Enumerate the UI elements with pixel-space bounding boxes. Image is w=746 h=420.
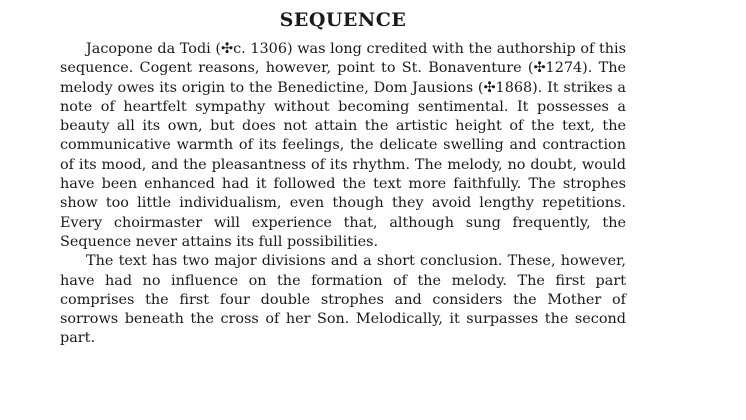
- body-paragraph-2: The text has two major divisions and a short conclusion. These, however, have had no influence on the formation of the melody. The first part comprises the first four double strophes and considers the Mother of sorrows beneath the cross of her Son. Melodically, it surpasses the second part.: [60, 253, 626, 347]
- page-title: SEQUENCE: [279, 9, 407, 31]
- document-page: [60, 8, 626, 349]
- body-paragraph-1: Jacopone da Todi (✣c. 1306) was long credited with the authorship of this sequence. Cogent reasons, however, point to St. Bonaventure (✣1274). The melody owes its origin to the Benedictine, Dom Jausions (✣1868). It strikes a note of heartfelt sympathy without becoming sentimental. It possesses a beauty all its own, but does not attain the artistic height of the text, the communicative warmth of its feelings, the delicate swelling and contraction of its mood, and the pleasantness of its rhythm. The melody, no doubt, would have been enhanced had it followed the text more faithfully. The strophes show too little individualism, even though they avoid lengthy repetitions. Every choirmaster will experience that, although sung frequently, the Sequence never attains its full possibilities.: [60, 41, 626, 250]
